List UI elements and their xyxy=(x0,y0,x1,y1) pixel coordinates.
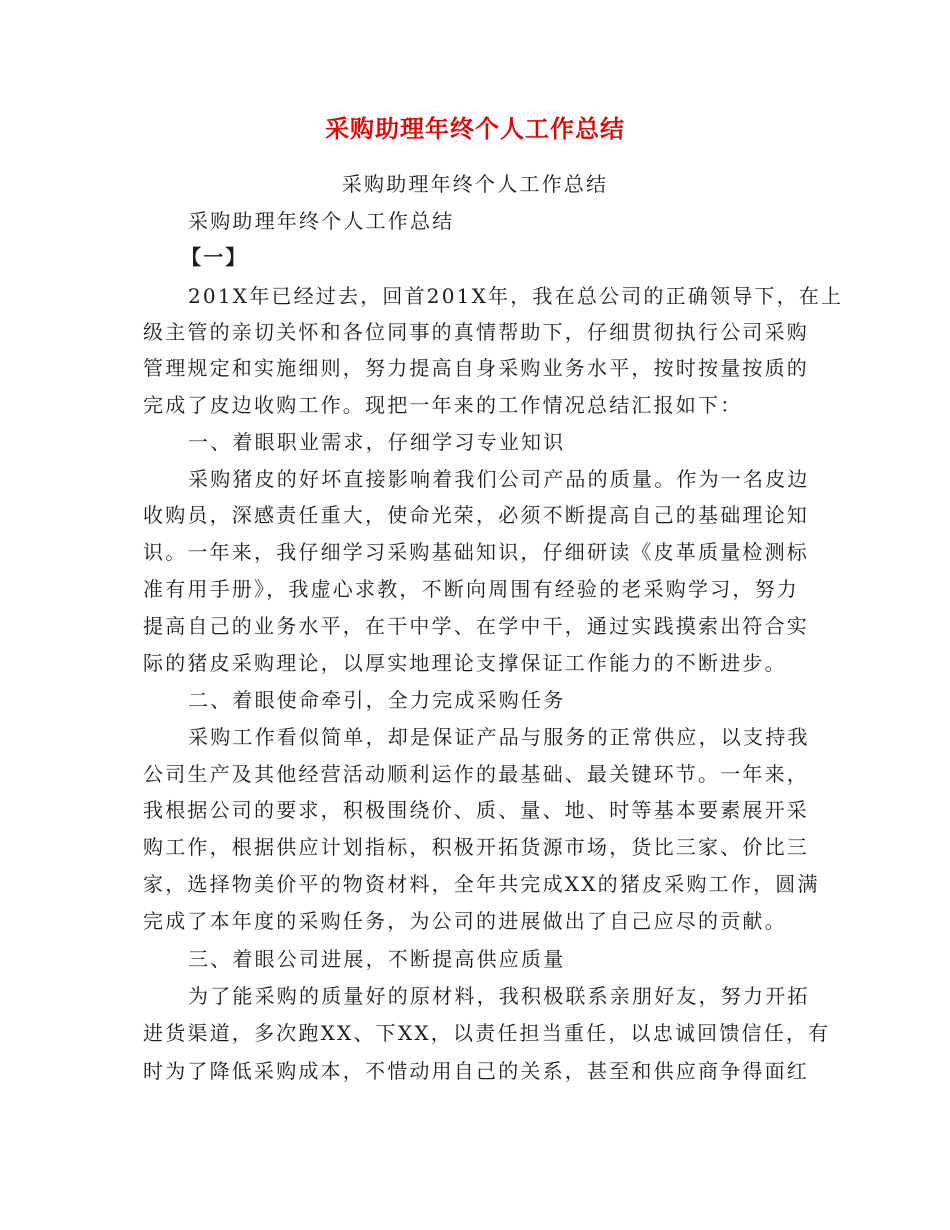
paragraph-line: 收购员，深感责任重大，使命光荣，必须不断提高自己的基础理论知 xyxy=(143,503,809,527)
paragraph-line: 我根据公司的要求，积极围绕价、质、量、地、时等基本要素展开采 xyxy=(143,798,809,822)
paragraph-line: 际的猪皮采购理论，以厚实地理论支撑保证工作能力的不断进步。 xyxy=(143,651,787,675)
paragraph-line: 时为了降低采购成本，不惜动用自己的关系，甚至和供应商争得面红 xyxy=(143,1059,809,1083)
paragraph-line: 进货渠道，多次跑XX、下XX，以责任担当重任，以忠诚回馈信任，有 xyxy=(143,1021,831,1045)
paragraph-line: 购工作，根据供应计划指标，积极开拓货源市场，货比三家、价比三 xyxy=(143,835,809,859)
section-heading: 三、着眼公司进展，不断提高供应质量 xyxy=(188,947,566,971)
paragraph-line: 完成了本年度的采购任务，为公司的进展做出了自己应尽的贡献。 xyxy=(143,909,787,933)
section-heading: 二、着眼使命牵引，全力完成采购任务 xyxy=(188,688,566,712)
document-subtitle: 采购助理年终个人工作总结 xyxy=(341,172,609,196)
repeat-title: 采购助理年终个人工作总结 xyxy=(188,209,455,233)
paragraph-line: 家，选择物美价平的物资材料，全年共完成XX的猪皮采购工作，圆满 xyxy=(143,872,820,896)
document-title: 采购助理年终个人工作总结 xyxy=(325,115,625,143)
paragraph-line: 管理规定和实施细则，努力提高自身采购业务水平，按时按量按质的 xyxy=(143,356,809,380)
paragraph-line: 识。一年来，我仔细学习采购基础知识，仔细研读《皮革质量检测标 xyxy=(143,540,809,564)
paragraph-line: 采购工作看似简单，却是保证产品与服务的正常供应，以支持我 xyxy=(188,725,810,749)
paragraph-line: 级主管的亲切关怀和各位同事的真情帮助下，仔细贯彻执行公司采购 xyxy=(143,320,809,344)
paragraph-line: 提高自己的业务水平，在干中学、在学中干，通过实践摸索出符合实 xyxy=(143,614,809,638)
paragraph-line: 完成了皮边收购工作。现把一年来的工作情况总结汇报如下： xyxy=(143,393,743,417)
section-heading: 一、着眼职业需求，仔细学习专业知识 xyxy=(188,430,566,454)
paragraph-line: 准有用手册》，我虚心求教，不断向周围有经验的老采购学习，努力 xyxy=(143,577,799,601)
paragraph-line: 采购猪皮的好坏直接影响着我们公司产品的质量。作为一名皮边 xyxy=(188,467,810,491)
paragraph-line: 201X年已经过去，回首201X年，我在总公司的正确领导下，在上 xyxy=(188,284,844,308)
paragraph-line: 公司生产及其他经营活动顺利运作的最基础、最关键环节。一年来， xyxy=(143,762,809,786)
section-marker: 【一】 xyxy=(181,245,248,269)
paragraph-line: 为了能采购的质量好的原材料，我积极联系亲朋好友，努力开拓 xyxy=(188,984,810,1008)
